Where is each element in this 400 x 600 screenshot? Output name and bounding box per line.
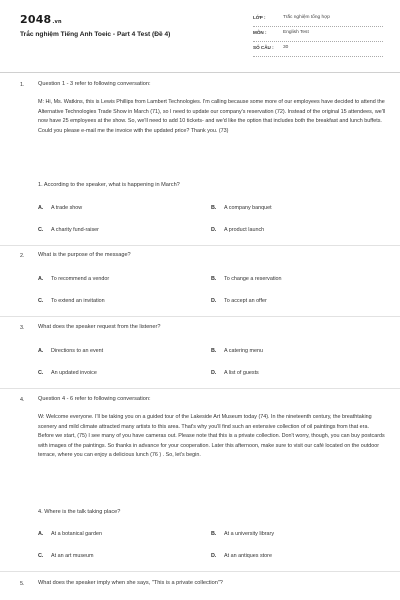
option-text: To recommend a vendor <box>51 276 110 282</box>
question-text: What does the speaker imply when she says, "This is a private collection"? <box>38 580 223 586</box>
option-text: At an antiques store <box>224 553 272 559</box>
site-logo[interactable] <box>20 13 62 26</box>
option-letter: B. <box>211 276 217 282</box>
question-divider <box>0 571 400 572</box>
option-letter: A. <box>38 276 44 282</box>
option-d[interactable] <box>211 298 267 304</box>
lop-label: LỚP : <box>253 15 266 20</box>
group-intro: Question 4 - 6 refer to following conversation: <box>38 396 151 402</box>
group-intro: Question 1 - 3 refer to following conversation: <box>38 81 151 87</box>
option-letter: D. <box>211 227 217 233</box>
option-d[interactable] <box>211 370 259 376</box>
test-meta <box>253 12 383 57</box>
option-b[interactable] <box>211 531 274 537</box>
option-b[interactable] <box>211 276 282 282</box>
question-divider <box>0 245 400 246</box>
meta-row-mon <box>253 27 383 42</box>
option-d[interactable] <box>211 227 264 233</box>
option-text: A product launch <box>224 227 265 233</box>
option-text: To extend an invitation <box>51 298 105 304</box>
question-number: 3. <box>20 325 25 331</box>
question-number: 2. <box>20 253 25 259</box>
socau-value: 30 <box>283 45 289 50</box>
option-letter: A. <box>38 348 44 354</box>
option-c[interactable] <box>38 298 105 304</box>
option-letter: C. <box>38 370 44 376</box>
mon-label: MÔN : <box>253 30 267 35</box>
logo-text: 2048 <box>20 13 52 26</box>
logo-suffix: .vn <box>52 19 62 25</box>
option-text: A trade show <box>51 205 83 211</box>
question-number: 4. <box>20 397 25 403</box>
question-text: What is the purpose of the message? <box>38 252 131 258</box>
passage-text: M: Hi, Ms. Watkins, this is Lewis Phillips from Lambert Technologies. I'm calling because some more of our employees have decided to attend the Alternative Technologies Trade Show in March (71), so I need to update our company's reservation (72). Instead of the original 15 attendees, we'll now have 25 employees at the show. So, we'll need to add 10 tickets- and we'd like the option that includes both the breakfast and lunch buffets. Could you please e-mail me the invoice with the updated price? Thank you. (73) <box>38 99 386 134</box>
option-letter: D. <box>211 298 217 304</box>
option-text: At a university library <box>224 531 275 537</box>
question-number: 1. <box>20 82 25 88</box>
option-a[interactable] <box>38 531 102 537</box>
option-d[interactable] <box>211 553 272 559</box>
meta-row-lop <box>253 12 383 27</box>
option-letter: C. <box>38 298 44 304</box>
option-text: To change a reservation <box>224 276 282 282</box>
question-text: What does the speaker request from the listener? <box>38 324 161 330</box>
question-text: 4. Where is the talk taking place? <box>38 509 121 515</box>
option-b[interactable] <box>211 205 272 211</box>
option-letter: D. <box>211 370 217 376</box>
socau-label: SỐ CÂU : <box>253 45 274 50</box>
option-text: A charity fund-raiser <box>51 227 99 233</box>
option-a[interactable] <box>38 276 109 282</box>
option-letter: C. <box>38 227 44 233</box>
option-letter: B. <box>211 348 217 354</box>
header-divider <box>0 72 400 73</box>
option-text: A list of guests <box>224 370 259 376</box>
option-text: To accept an offer <box>224 298 267 304</box>
option-text: A catering menu <box>224 348 263 354</box>
option-letter: B. <box>211 531 217 537</box>
option-text: A company banquet <box>224 205 272 211</box>
option-text: Directions to an event <box>51 348 104 354</box>
option-letter: B. <box>211 205 217 211</box>
option-letter: D. <box>211 553 217 559</box>
passage-text: W: Welcome everyone. I'll be taking you on a guided tour of the Lakeside Art Museum today (74). In the nineteenth century, the breathtaking scenery and mild climate attracted many artists to this area. That's why you'll find such an extensive collection of oil paintings from that era. Before we start, (75) I see many of you have cameras out. Please note that this is a private collection. Don't worry, though, you can buy postcards with images of the paintings. So thanks in advance for your cooperation. Later this afternoon, make sure to visit our café located on the outdoor terrace, where you can enjoy a delicious lunch (76 ) . So, let's begin. <box>38 414 385 458</box>
option-letter: A. <box>38 205 44 211</box>
question-number: 5. <box>20 581 25 587</box>
question-text: 1. According to the speaker, what is happening in March? <box>38 182 180 188</box>
test-title: Trắc nghiệm Tiếng Anh Toeic - Part 4 Test (Đề 4) <box>20 31 171 38</box>
question-divider <box>0 316 400 317</box>
option-b[interactable] <box>211 348 263 354</box>
option-letter: A. <box>38 531 44 537</box>
option-c[interactable] <box>38 370 97 376</box>
option-a[interactable] <box>38 348 103 354</box>
header <box>0 0 400 72</box>
lop-value: Trắc nghiệm tổng hợp <box>283 15 330 20</box>
question-divider <box>0 388 400 389</box>
option-text: At a botanical garden <box>51 531 102 537</box>
option-c[interactable] <box>38 553 94 559</box>
option-c[interactable] <box>38 227 99 233</box>
option-text: At an art museum <box>51 553 94 559</box>
option-letter: C. <box>38 553 44 559</box>
option-a[interactable] <box>38 205 82 211</box>
mon-value: English Test <box>283 30 309 35</box>
option-text: An updated invoice <box>51 370 97 376</box>
meta-row-socau <box>253 42 383 57</box>
